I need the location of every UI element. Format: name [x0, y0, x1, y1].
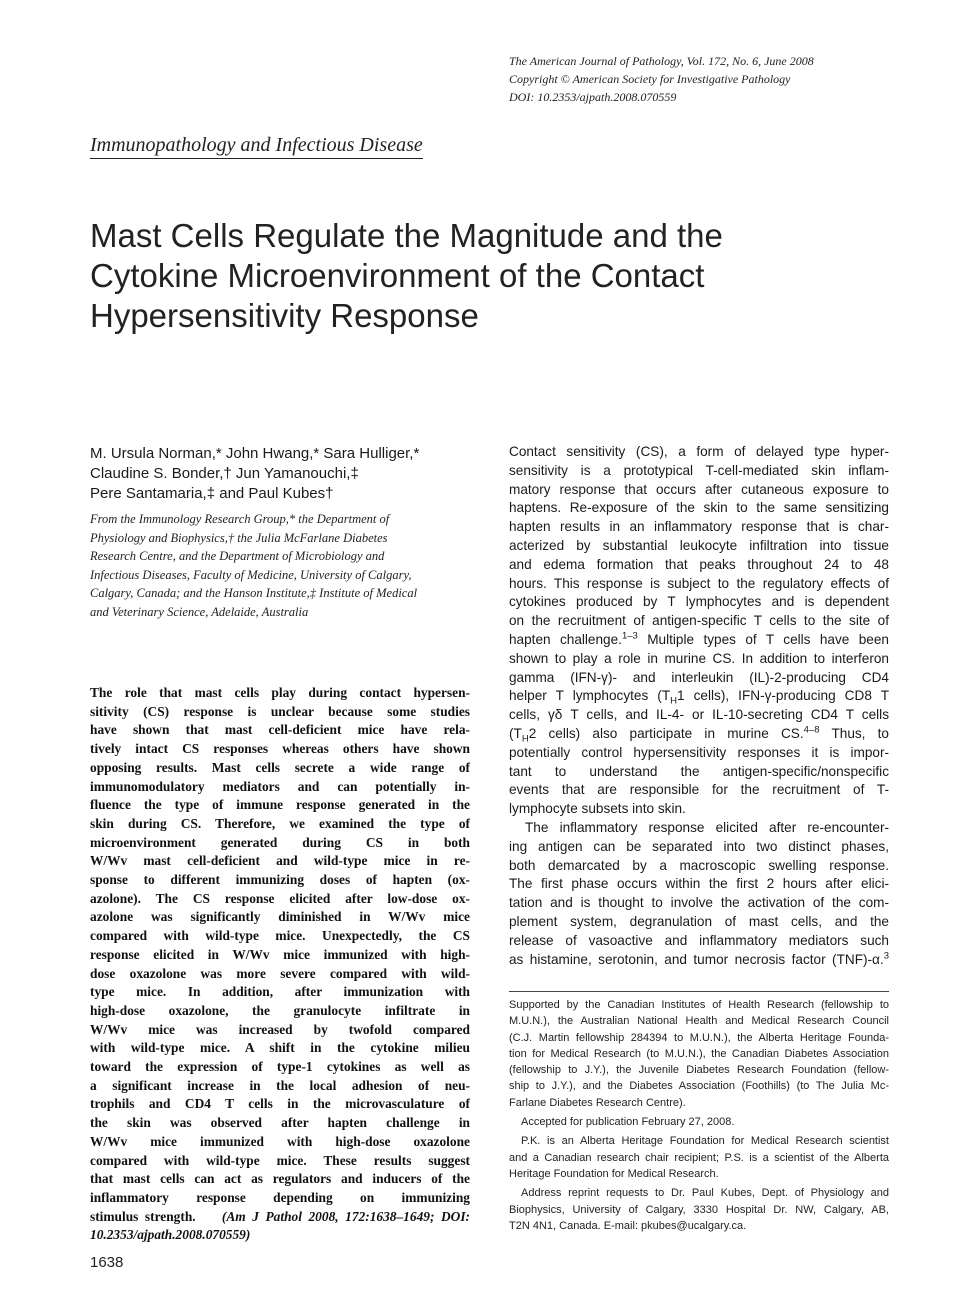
footnote-line: P.K. is an Alberta Heritage Foundation for Medical Research scientist [521, 1135, 889, 1148]
abstract-end: stimulus strength. [90, 1208, 196, 1224]
subscript: H [521, 733, 529, 745]
abstract-line: that mast cells can act as regulators and inducers of the [90, 1171, 470, 1187]
title-line: Cytokine Microenvironment of the Contact [90, 257, 705, 294]
body-text [509, 443, 889, 969]
abstract-line: have shown that mast cell-deficient mice have rela- [90, 722, 470, 738]
abstract-line: compared with wild-type mice. Unexpectedly, the CS [90, 928, 470, 944]
body-line: matory response that occurs after cutaneous exposure to [509, 481, 889, 497]
body-fragment: as histamine, serotonin, and tumor necrosis factor (TNF)-α. [509, 951, 884, 967]
abstract-line: compared with wild-type mice. These results suggest [90, 1152, 470, 1168]
abstract-line: The role that mast cells play during contact hypersen- [90, 685, 470, 700]
affiliation-line: Calgary, Canada; and the Hanson Institute,‡ Institute of Medical [90, 586, 418, 601]
body-line [509, 725, 889, 744]
abstract-line: immunomodulatory mediators and can potentially in- [90, 778, 470, 794]
body-line: ing antigen can be separated into two distinct phases, [509, 838, 889, 854]
author-line: Claudine S. Bonder,† Jun Yamanouchi,‡ [90, 465, 359, 482]
body-line: events that are responsible for the recruitment of T- [509, 782, 889, 798]
footnote-line: (C.J. Martin fellowship 284394 to M.U.N.), the Alberta Heritage Founda- [509, 1031, 889, 1044]
body-fragment: 2 cells) also participate in murine CS. [528, 725, 804, 741]
citation-ref: 4–8 [803, 724, 820, 736]
title-line: Mast Cells Regulate the Magnitude and the [90, 217, 723, 254]
abstract-citation: (Am J Pathol 2008, 172:1638–1649; DOI: [221, 1208, 470, 1224]
subscript: H [670, 696, 678, 708]
affiliation-line: Research Centre, and the Department of Microbiology and [90, 549, 385, 564]
abstract-line: high-dose oxazolone, the granulocyte infiltrate in [90, 1002, 470, 1018]
body-line: lymphocyte subsets into skin. [509, 801, 686, 817]
journal-copyright: Copyright © American Society for Investigative Pathology [509, 72, 791, 86]
abstract [90, 684, 470, 1245]
footnotes [509, 997, 889, 1234]
section-label: Immunopathology and Infectious Disease [90, 133, 423, 159]
abstract-line: inflammatory response depending on immunizing [90, 1189, 470, 1205]
abstract-line: W/Wv mice immunized with high-dose oxazolone [90, 1133, 470, 1149]
body-line: shown to play a role in murine CS. In addition to interferon [509, 650, 889, 666]
affiliation-line: Physiology and Biophysics,† the Julia McFarlane Diabetes [90, 530, 388, 545]
author-line: M. Ursula Norman,* John Hwang,* Sara Hulliger,* [90, 445, 420, 462]
body-line: tation and is thought to involve the activation of the com- [509, 895, 889, 911]
affiliation-line: and Veterinary Science, Adelaide, Australia [90, 604, 309, 619]
affiliation-line: From the Immunology Research Group,* the Department of [90, 512, 390, 526]
journal-citation: The American Journal of Pathology, Vol. 172, No. 6, June 2008 [509, 54, 814, 68]
abstract-line: azolone). The CS response elicited after low-dose ox- [90, 890, 470, 906]
body-fragment: 1 cells), IFN-γ-producing CD8 T [677, 688, 889, 704]
body-line: gamma (IFN-γ)- and interleukin (IL)-2-producing CD4 [509, 669, 889, 685]
page-number: 1638 [90, 1254, 124, 1271]
body-fragment: Multiple types of T cells have been [637, 631, 889, 647]
abstract-doi: 10.2353/ajpath.2008.070559) [90, 1227, 251, 1243]
footnote-line: Address reprint requests to Dr. Paul Kubes, Dept. of Physiology and [521, 1187, 889, 1200]
abstract-line [90, 1208, 470, 1227]
body-line: cells, γδ T cells, and IL-4- or IL-10-secreting CD4 T cells [509, 707, 889, 723]
body-line: hapten results in an inflammatory response that is char- [509, 519, 889, 535]
citation-ref: 3 [883, 949, 889, 961]
footnote-line: Heritage Foundation for Medical Research. [509, 1167, 719, 1180]
body-line: potentially control hypersensitivity responses it is impor- [509, 744, 889, 760]
body-line [509, 951, 889, 970]
affiliation-line: Infectious Diseases, Faculty of Medicine, University of Calgary, [90, 567, 412, 582]
body-fragment: hapten challenge. [509, 631, 622, 647]
body-line: sensitivity is a prototypical T-cell-mediated skin inflam- [509, 462, 889, 478]
footnote-line: Farlane Diabetes Research Centre). [509, 1096, 686, 1109]
abstract-line: a significant increase in the local adhesion of neu- [90, 1077, 470, 1093]
body-fragment: helper T lymphocytes (T [509, 688, 671, 704]
abstract-line: dose oxazolone was more severe compared with wild- [90, 965, 470, 981]
abstract-line: fluence the type of immune response generated in the [90, 797, 470, 813]
abstract-line: the skin was observed after hapten challenge in [90, 1115, 470, 1131]
abstract-line: with wild-type mice. A shift in the cytokine milieu [90, 1040, 470, 1056]
author-line: Pere Santamaria,‡ and Paul Kubes† [90, 485, 334, 502]
citation-ref: 1–3 [621, 630, 638, 642]
journal-doi: DOI: 10.2353/ajpath.2008.070559 [509, 90, 677, 104]
footnote-line: and a Canadian research chair recipient; P.S. is a scientist of the Alberta [509, 1151, 889, 1164]
abstract-line: azolone was significantly diminished in W/Wv mice [90, 909, 470, 925]
body-line: release of vasoactive and inflammatory mediators such [509, 932, 889, 948]
body-line: both demarcated by a macroscopic swelling response. [509, 857, 889, 873]
body-line: The inflammatory response elicited after re-encounter- [525, 819, 889, 835]
body-line: tant to understand the antigen-specific/nonspecific [509, 763, 889, 779]
abstract-line: W/Wv mice was increased by twofold compared [90, 1021, 470, 1037]
abstract-line: microenvironment generated during CS in both [90, 834, 470, 850]
body-line: The first phase occurs within the first 2 hours after elici- [509, 876, 889, 892]
footnote-accepted: Accepted for publication February 27, 2008. [521, 1116, 735, 1129]
footnote-line: tion for Medical Research (to M.U.N.), the Canadian Diabetes Association [509, 1047, 889, 1060]
journal-header [509, 52, 929, 106]
body-line: acterized by substantial leukocyte infiltration into tissue [509, 537, 889, 553]
abstract-line: type mice. In addition, after immunization with [90, 984, 470, 1000]
body-line [509, 687, 889, 706]
body-fragment: Thus, to [819, 725, 889, 741]
footnote-divider [509, 991, 889, 992]
author-list [90, 444, 490, 504]
footnote-line: (fellowship to J.Y.), the Juvenile Diabetes Research Foundation (fellow- [509, 1064, 889, 1077]
body-line: hours. This response is subject to the regulatory effects of [509, 575, 889, 591]
abstract-line: response elicited in W/Wv mice immunized with high- [90, 946, 470, 962]
body-line: and edema formation that peaks throughout 24 to 48 [509, 556, 889, 572]
abstract-line: W/Wv mast cell-deficient and wild-type mice in re- [90, 853, 470, 869]
title-line: Hypersensitivity Response [90, 297, 479, 334]
footnote-line: Biophysics, University of Calgary, 3330 Hospital Dr. NW, Calgary, AB, [509, 1203, 889, 1216]
abstract-line: skin during CS. Therefore, we examined the type of [90, 815, 470, 831]
affiliations [90, 510, 480, 622]
abstract-line: opposing results. Mast cells secrete a wide range of [90, 759, 470, 775]
article-title [90, 216, 830, 336]
footnote-line: ship to J.Y.), and the Diabetes Association (Foothills) (to The Julia Mc- [509, 1080, 889, 1093]
body-line [509, 631, 889, 650]
body-line: plement system, degranulation of mast cells, and the [509, 913, 889, 929]
abstract-line: sitivity (CS) response is unclear because some studies [90, 703, 470, 719]
abstract-line: sponse to different immunizing doses of hapten (ox- [90, 872, 470, 888]
body-fragment: (T [509, 725, 522, 741]
body-line: haptens. Re-exposure of the skin to the same sensitizing [509, 500, 889, 516]
body-line: Contact sensitivity (CS), a form of delayed type hyper- [509, 444, 889, 459]
footnote-line: T2N 4N1, Canada. E-mail: pkubes@ucalgary.ca. [509, 1219, 747, 1232]
body-line: on the recruitment of antigen-specific T cells to the site of [509, 613, 889, 629]
footnote-line: M.U.N.), the Australian National Health and Medical Research Council [509, 1015, 889, 1028]
abstract-line: toward the expression of type-1 cytokines as well as [90, 1059, 470, 1075]
abstract-line: trophils and CD4 T cells in the microvasculature of [90, 1096, 470, 1112]
footnote-line: Supported by the Canadian Institutes of Health Research (fellowship to [509, 999, 889, 1011]
body-line: cytokines produced by T lymphocytes and is dependent [509, 594, 889, 610]
abstract-line: tively intact CS responses whereas others have shown [90, 741, 470, 757]
